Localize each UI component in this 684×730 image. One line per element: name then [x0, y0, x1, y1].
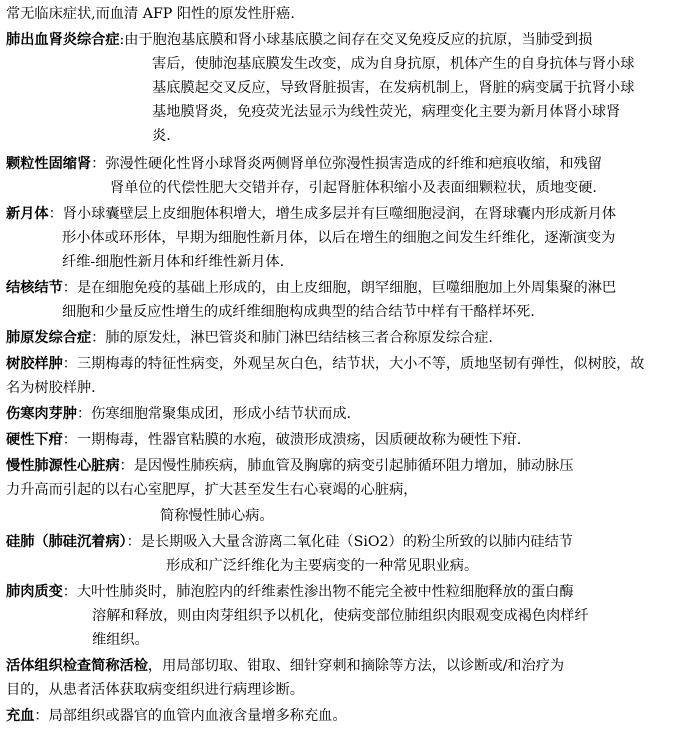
definition: 肾单位的代偿性肥大交错并存，引起肾脏体积缩小及表面细颗粒状，质地变硬. [110, 180, 597, 196]
definition: ：是因慢性肺疾病，肺血管及胸廓的病变引起肺循环阻力增加，肺动脉压 [119, 458, 574, 474]
term: 结核结节 [6, 280, 63, 296]
definition: ：大叶性肺炎时，肺泡腔内的纤维素性渗出物不能完全被中性粒细胞释放的蛋白酶 [62, 584, 574, 600]
text-line [6, 530, 680, 554]
definition: 目的，从患者活体获取病变组织进行病理诊断。 [6, 682, 304, 698]
text-line [62, 250, 680, 274]
text-line [6, 352, 680, 376]
term: 硬性下疳 [6, 432, 63, 448]
text-line [152, 100, 680, 124]
definition: ：伤寒细胞常聚集成团，形成小结节状而成. [76, 406, 352, 422]
term: 慢性肺源性心脏病 [6, 458, 120, 474]
term: 肺出血肾炎综合症 [6, 32, 120, 48]
definition: 名为树胶样肿. [6, 380, 96, 396]
definition: 维组织。 [92, 632, 149, 648]
text-line [6, 704, 680, 728]
text-line [110, 176, 680, 200]
definition: 细胞和少量反应性增生的成纤维细胞构成典型的结合结节中样有干酪样坏死. [62, 304, 535, 320]
text-line [6, 580, 680, 604]
text-line [6, 654, 680, 678]
text-line [6, 428, 680, 452]
text-line [6, 202, 680, 226]
text-line [6, 2, 680, 26]
term: 肺肉质变 [6, 584, 63, 600]
text-line [62, 300, 680, 324]
definition: 常无临床症状,而血清 AFP 阳性的原发性肝癌. [6, 6, 295, 22]
text-line [152, 76, 680, 100]
text-line [6, 376, 680, 400]
definition: 纤维-细胞性新月体和纤维性新月体. [62, 254, 285, 270]
definition: 溶解和释放，则由肉芽组织予以机化，使病变部位肺组织肉眼观变成褐色肉样纤 [92, 608, 589, 624]
text-line [62, 226, 680, 250]
definition: 基底膜起交叉反应，导致肾脏损害，在发病机制上，肾脏的病变属于抗肾小球 [152, 80, 635, 96]
text-line [92, 604, 680, 628]
term: 新月体 [6, 206, 49, 222]
definition: 基地膜肾炎，免疫荧光法显示为线性荧光，病理变化主要为新月体肾小球肾 [152, 104, 621, 120]
definition: ：是在细胞免疫的基础上形成的，由上皮细胞，朗罕细胞，巨噬细胞加上外周集聚的淋巴 [62, 280, 617, 296]
term: 伤寒肉芽肿 [6, 406, 77, 422]
definition: ：一期梅毒，性器官粘膜的水疱，破溃形成溃疡，因质硬故称为硬性下疳. [62, 432, 522, 448]
term: 活体组织检查简称活检 [6, 658, 148, 674]
text-line [6, 478, 680, 502]
definition: 炎. [152, 128, 171, 144]
text-line [6, 326, 680, 350]
text-line [160, 504, 680, 528]
text-line [6, 402, 680, 426]
definition: ：肾小球囊壁层上皮细胞体积增大，增生成多层并有巨噬细胞浸润，在肾球囊内形成新月体 [48, 206, 617, 222]
text-line [92, 628, 680, 652]
definition: ：肺的原发灶，淋巴管炎和肺门淋巴结结核三者合称原发综合症. [91, 330, 493, 346]
text-line [6, 28, 680, 52]
term: 颗粒性固缩肾 [6, 156, 92, 172]
definition: ：局部组织或器官的血管内血液含量增多称充血。 [34, 708, 347, 724]
term: 肺原发综合症 [6, 330, 92, 346]
text-line [152, 124, 680, 148]
definition: 害后，使肺泡基底膜发生改变，成为自身抗原，机体产生的自身抗体与肾小球 [152, 56, 635, 72]
text-line [6, 678, 680, 702]
text-line [152, 52, 680, 76]
definition: ，用局部切取、钳取、细针穿刺和摘除等方法，以诊断或/和治疗为 [147, 658, 565, 674]
definition: ：是长期吸入大量含游离二氧化硅（SiO2）的粉尘所致的以肺内硅结节 [126, 534, 573, 550]
text-line [6, 152, 680, 176]
term: 树胶样肿 [6, 356, 63, 372]
text-line [166, 554, 680, 578]
definition: 力升高而引起的以右心室肥厚，扩大甚至发生右心衰竭的心脏病， [6, 482, 418, 498]
definition: ：三期梅毒的特征性病变，外观呈灰白色，结节状，大小不等，质地坚韧有弹性，似树胶，故 [62, 356, 645, 372]
term: 硅肺（肺硅沉着病） [6, 534, 127, 550]
definition: 简称慢性肺心病。 [160, 508, 274, 524]
definition: 形成和广泛纤维化为主要病变的一种常见职业病。 [166, 558, 479, 574]
definition: 形小体或环形体，早期为细胞性新月体，以后在增生的细胞之间发生纤维化，逐渐演变为 [62, 230, 616, 246]
definition: ：弥漫性硬化性肾小球肾炎两侧肾单位弥漫性损害造成的纤维和疤痕收缩，和残留 [91, 156, 602, 172]
text-line [6, 276, 680, 300]
definition: :由于胞泡基底膜和肾小球基底膜之间存在交叉免疫反应的抗原，当肺受到损 [119, 32, 593, 48]
term: 充血 [6, 708, 35, 724]
text-line [6, 454, 680, 478]
